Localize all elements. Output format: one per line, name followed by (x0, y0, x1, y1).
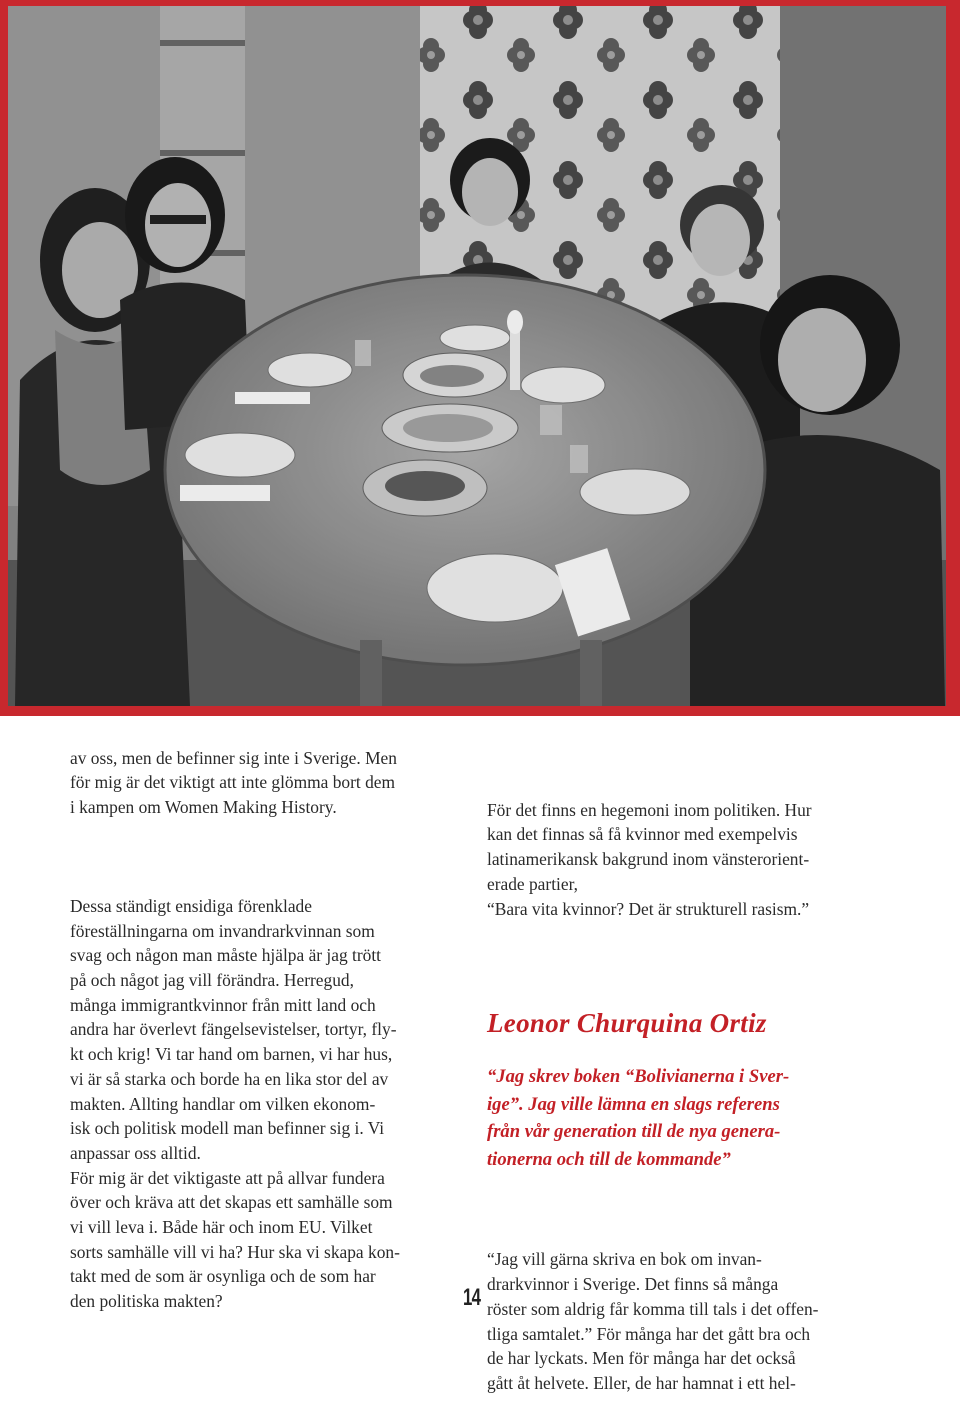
right-column (487, 773, 897, 1420)
right-body-paragraph: “Jag vill gärna skriva en bok om invan- drarkvinnor i Sverige. Det finns så många röster som aldrig får komma till tals i det offen- tliga samtalet.” För många har det gått bra och de har lyckats. Men för många har det också gått åt helvete. Eller, de har hamnat i ett hel- (487, 1249, 819, 1393)
left-column (70, 721, 470, 1339)
page-number: 14 (463, 1284, 481, 1311)
paragraph-spacer (487, 946, 897, 970)
left-paragraph-2: Dessa ständigt ensidiga förenklade föreställningarna om invandrarkvinnan som svag och någon man måste hjälpa är jag trött på och något jag vill förändra. Herregud, många immigrantkvinnor från mitt land och andra har överlevt fängelsevistelser, tortyr, fly- kt och krig! Vi tar hand om barnen, vi har hus, vi är så starka och borde ha en lika stor del av makten. Allting handlar om vilken ekonom- isk och politisk modell man befinner sig i. Vi anpassar oss alltid. För mig är det viktigaste att på allvar fundera över och kräva att det skapas ett samhälle som vi vill leva i. Både här och inom EU. Vilket sorts samhälle vill vi ha? Hur ska vi skapa kon- takt med de som är osynliga och de som har den politiska makten? (70, 895, 400, 1312)
paragraph-spacer (70, 845, 470, 870)
left-paragraph-1: av oss, men de befinner sig inte i Sverige. Men för mig är det viktigt att inte glömma bort dem i kampen om Women Making History. (70, 747, 397, 818)
pull-quote: “Jag skrev boken “Bolivianerna i Sver- ige”. Jag ville lämna en slags referens från vår generation till de nya genera- tionerna och till de kommande” (487, 1066, 790, 1170)
paragraph-spacer (487, 1198, 897, 1223)
right-intro-paragraph: För det finns en hegemoni inom politiken. Hur kan det finnas så få kvinnor med exempelvis latinamerikansk bakgrund inom vänsterorient- erade partier, “Bara vita kvinnor? Det är strukturell rasism.” (487, 799, 812, 919)
section-heading: Leonor Churquina Ortiz (487, 1007, 767, 1038)
